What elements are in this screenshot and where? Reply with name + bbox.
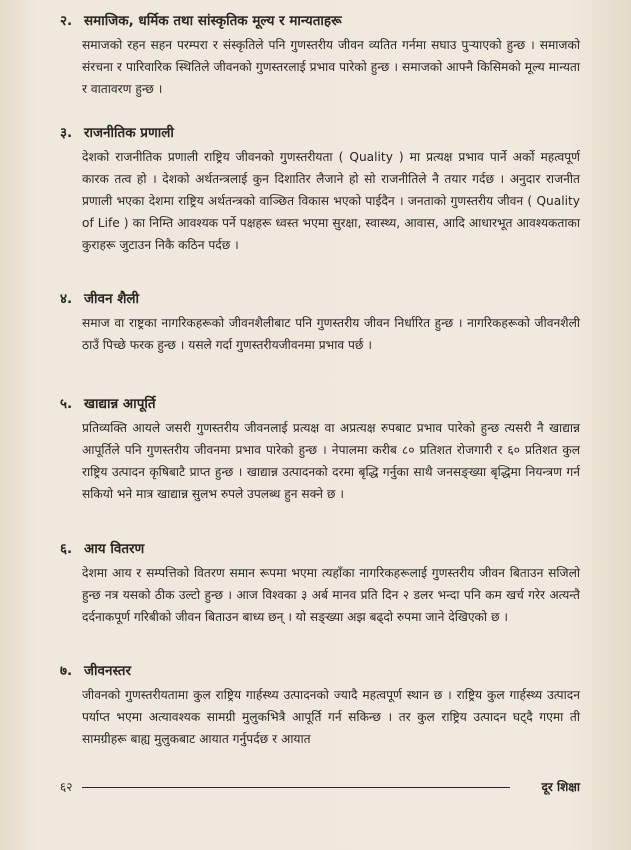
section-number: ६. xyxy=(60,541,73,557)
section-lifestyle xyxy=(60,290,580,356)
section-title: समाजिक, धर्मिक तथा सांस्कृतिक मूल्य र मान्यताहरू xyxy=(84,13,342,29)
section-body: समाज वा राष्ट्रका नागरिकहरूको जीवनशैलीबाट पनि गुणस्तरीय जीवन निर्धारित हुन्छ । नागरिकहरूको जीवनशैली ठाउँ पिच्छे फरक हुन्छ । यसले गर्दा गुणस्तरीयजीवनमा प्रभाव पर्छ । xyxy=(82,316,580,352)
section-food-supply xyxy=(60,395,580,505)
section-heading xyxy=(60,12,580,30)
section-heading xyxy=(60,124,580,142)
section-number: २. xyxy=(60,13,73,29)
section-body: समाजको रहन सहन परम्परा र संस्कृतिले पनि गुणस्तरीय जीवन व्यतित गर्नमा सघाउ पुऱ्याएको हुन्छ । समाजको संरचना र पारिवारिक स्थितिले जीवनको गुणस्तरलाई प्रभाव पारेको हुन्छ । समाजको आफ्नै किसिमको मूल्य मान्यता र वातावरण हुन्छ । xyxy=(82,38,580,96)
page-number: ६२ xyxy=(60,780,73,794)
section-heading xyxy=(60,290,580,308)
section-living-standard xyxy=(60,662,580,750)
section-heading xyxy=(60,395,580,413)
section-social-religious-cultural xyxy=(60,12,580,100)
section-body: देशमा आय र सम्पत्तिको वितरण समान रूपमा भएमा त्यहाँका नागरिकहरूलाई गुणस्तरीय जीवन बिताउन सजिलो हुन्छ नत्र यसको ठीक उल्टो हुन्छ । आज विश्वका ३ अर्ब मानव प्रति दिन २ डलर भन्दा पनि कम खर्च गरेर अत्यन्तै दर्दनाकपूर्ण गरिबीको जीवन बिताउन बाध्य छन् । यो सङ्ख्या अझ बढ्दो रुपमा जाने देखिएको छ । xyxy=(82,566,580,624)
section-number: ५. xyxy=(60,396,73,412)
section-heading xyxy=(60,662,580,680)
section-body: देशको राजनीतिक प्रणाली राष्ट्रिय जीवनको गुणस्तरीयता ( Quality ) मा प्रत्यक्ष प्रभाव पार्ने अर्को महत्वपूर्ण कारक तत्व हो । देशको अर्थतन्त्रलाई कुन दिशातिर लैजाने हो सो राजनीतिले नै तयार गर्दछ । अनुदार राजनीत प्रणाली भएका देशमा राष्ट्रिय अर्थतन्त्रको वाञ्छित विकास भएको पाईदैन । जनताको गुणस्तरीय जीवन ( Quality of Life ) का निम्ति आवश्यक पर्ने पक्षहरू ध्वस्त भएमा सुरक्षा, स्वास्थ्य, आवास, आदि आधारभूत आवश्यकताका कुराहरू जुटाउन निकै कठिन पर्दछ । xyxy=(82,150,580,252)
footer-rule xyxy=(82,787,510,788)
section-number: ४. xyxy=(60,291,73,307)
section-title: खाद्यान्न आपूर्ति xyxy=(84,396,156,412)
footer-label: दूर शिक्षा xyxy=(541,780,580,794)
section-body: प्रतिव्यक्ति आयले जसरी गुणस्तरीय जीवनलाई प्रत्यक्ष वा अप्रत्यक्ष रुपबाट प्रभाव पारेको हुन्छ त्यसरी नै खाद्यान्न आपूर्तिले पनि गुणस्तरीय जीवनमा प्रभाव पारेको हुन्छ । नेपालमा करीब ८० प्रतिशत रोजगारी र ६० प्रतिशत कुल राष्ट्रिय उत्पादन कृषिबाटै प्राप्त हुन्छ । खाद्यान्न उत्पादनको दरमा बृद्धि गर्नुका साथै जनसङ्ख्या बृद्धिमा नियन्त्रण गर्न सकियो भने मात्र खाद्यान्न सुलभ रुपले उपलब्ध हुन सक्ने छ । xyxy=(82,421,580,501)
section-political-system xyxy=(60,124,580,256)
section-title: आय वितरण xyxy=(84,541,145,557)
section-title: जीवन शैली xyxy=(84,291,140,307)
section-income-distribution xyxy=(60,540,580,628)
section-body: जीवनको गुणस्तरीयतामा कुल राष्ट्रिय गार्हस्थ्य उत्पादनको ज्यादै महत्वपूर्ण स्थान छ । राष्ट्रिय कुल गार्हस्थ्य उत्पादन पर्याप्त भएमा अत्यावश्यक सामग्री मुलुकभित्रै आपूर्ति गर्न सकिन्छ । तर कुल राष्ट्रिय उत्पादन घट्दै गएमा ती सामग्रीहरू बाह्य मुलुकबाट आयात गर्नुपर्दछ र आयात xyxy=(82,688,580,746)
section-title: जीवनस्तर xyxy=(84,663,131,679)
section-number: ३. xyxy=(60,125,73,141)
section-title: राजनीतिक प्रणाली xyxy=(84,125,174,141)
page-footer xyxy=(60,778,580,794)
section-number: ७. xyxy=(60,663,73,679)
section-heading xyxy=(60,540,580,558)
